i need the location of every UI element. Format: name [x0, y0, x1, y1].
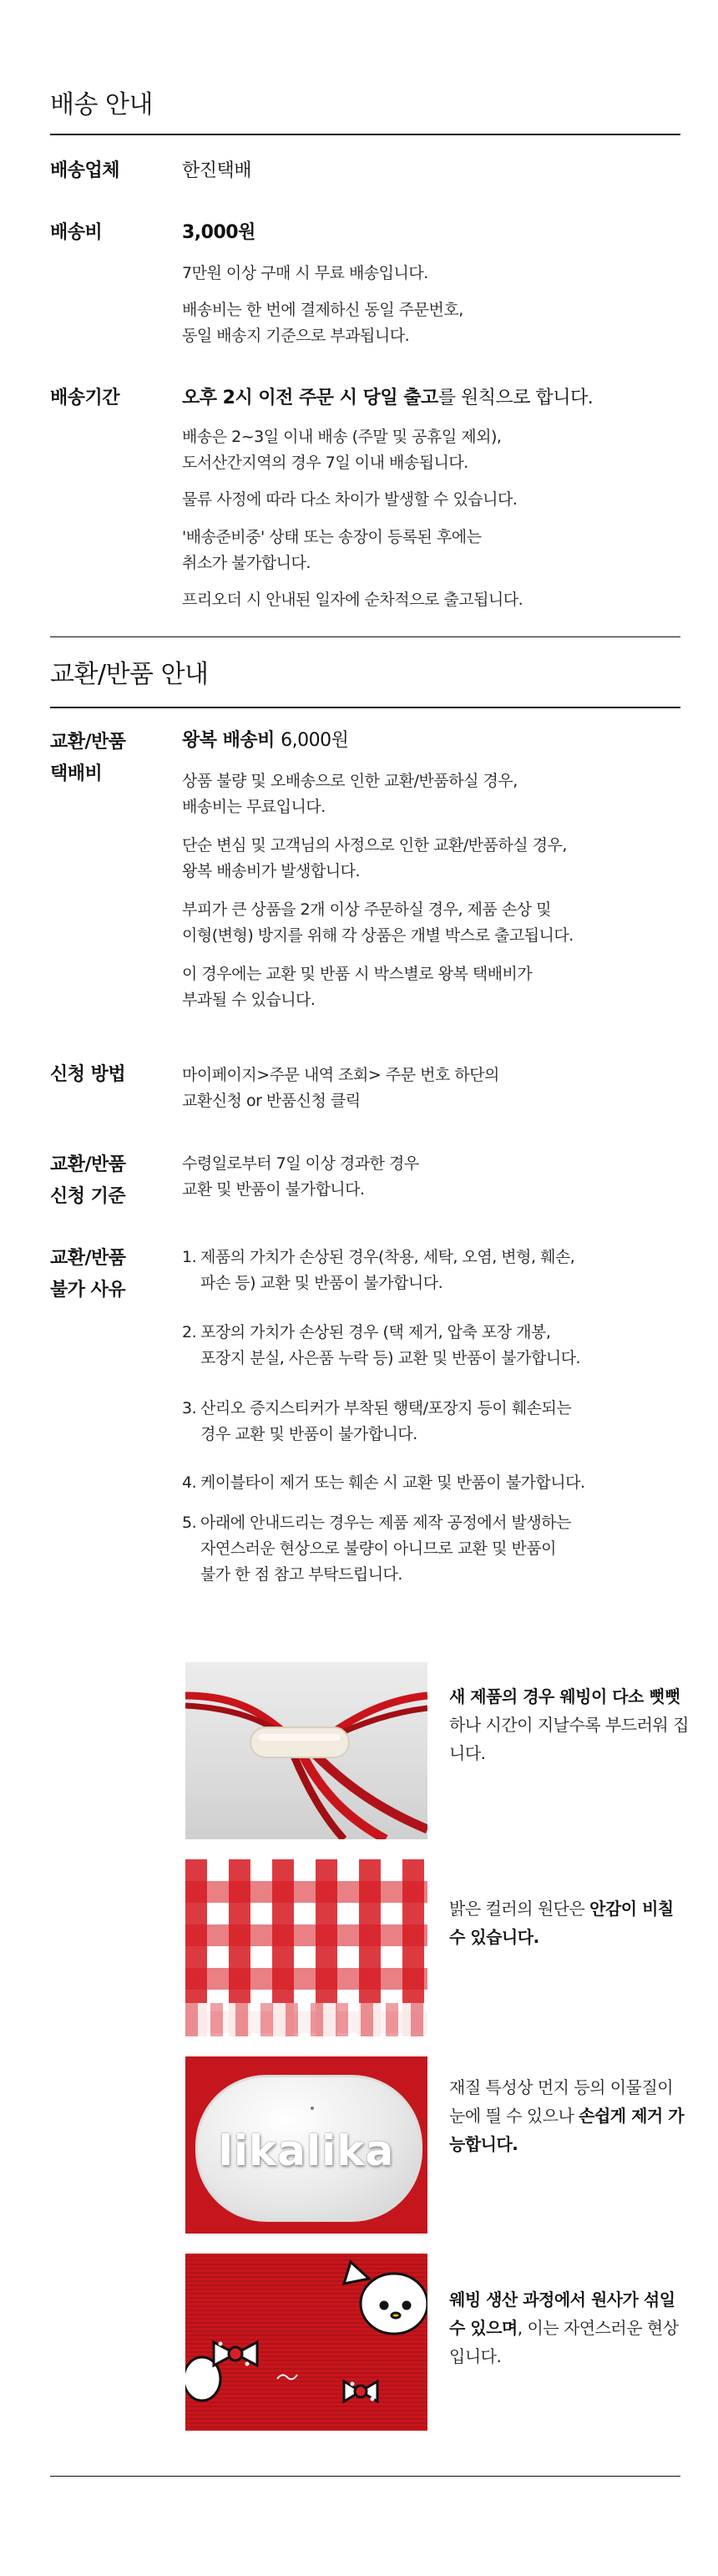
case-caption: 웨빙 생산 과정에서 원사가 섞일 수 있으며, 이는 자연스러운 현상입니다. — [449, 2289, 679, 2366]
divider — [50, 707, 680, 708]
shipping-fee-note: 7만원 이상 구매 시 무료 배송입니다. — [182, 264, 428, 282]
shipping-section-title: 배송 안내 — [50, 90, 153, 119]
criteria-note: 수령일로부터 7일 이상 경과한 경우 교환 및 반품이 불가합니다. — [182, 1154, 419, 1199]
case-caption: 새 제품의 경우 웨빙이 다소 뻣뻣하나 시간이 지날수록 부드러워 집니다. — [449, 1686, 689, 1763]
reason-item: 1. 제품의 가치가 손상된 경우(착용, 세탁, 오염, 변형, 훼손, 파손 등) 교환 및 반품이 불가합니다. — [182, 1248, 575, 1292]
webbing-cord-photo — [185, 1662, 427, 1839]
reason-item: 4. 케이블타이 제거 또는 훼손 시 교환 및 반품이 불가합니다. — [182, 1473, 585, 1492]
webbing-cord-illustration — [185, 1662, 427, 1839]
carrier-label: 배송업체 — [50, 160, 120, 181]
apply-method-label: 신청 방법 — [50, 1064, 126, 1085]
shipping-period-note: 물류 사정에 따라 다소 차이가 발생할 수 있습니다. — [182, 490, 518, 509]
reason-item: 3. 산리오 증지스티커가 부착된 행택/포장지 등이 훼손되는 경우 교환 및 반품이 불가합니다. — [182, 1399, 572, 1443]
shipping-fee-value: 3,000원 — [182, 222, 255, 243]
printed-webbing-photo — [185, 2254, 427, 2431]
logo-patch-text: likalika — [218, 2127, 395, 2175]
divider — [50, 636, 680, 637]
carrier-value: 한진택배 — [182, 160, 252, 181]
case-caption: 밝은 컬러의 원단은 안감이 비칠 수 있습니다. — [449, 1899, 674, 1947]
criteria-label: 교환/반품 신청 기준 — [50, 1154, 126, 1207]
printed-webbing-illustration — [185, 2254, 427, 2431]
divider — [50, 134, 680, 135]
shipping-period-note: 배송은 2~3일 이내 배송 (주말 및 공휴일 제외), 도서산간지역의 경우 7일 이내 배송됩니다. — [182, 428, 502, 472]
shipping-period-head — [182, 384, 593, 413]
dust-speck — [311, 2107, 314, 2110]
period-head-rest: 를 원칙으로 합니다. — [437, 388, 594, 408]
exchange-fee-note: 이 경우에는 교환 및 반품 시 박스별로 왕복 택배비가 부과될 수 있습니다. — [182, 965, 533, 1009]
exchange-fee-head — [182, 727, 348, 755]
exchange-section-title: 교환/반품 안내 — [50, 660, 209, 689]
case-caption: 재질 특성상 먼지 등의 이물질이 눈에 띌 수 있으나 손쉽게 제거 가능합니다. — [449, 2077, 685, 2154]
shipping-fee-label: 배송비 — [50, 222, 103, 243]
shipping-fee-note: 배송비는 한 번에 결제하신 동일 주문번호, 동일 배송지 기준으로 부과됩니다. — [182, 301, 463, 345]
reason-item: 2. 포장의 가치가 손상된 경우 (택 제거, 압축 포장 개봉, 포장지 분실, 사은품 누락 등) 교환 및 반품이 불가합니다. — [182, 1323, 581, 1367]
period-head-bold: 오후 2시 이전 주문 시 당일 출고 — [182, 388, 438, 408]
fabric-lining — [185, 2003, 427, 2036]
exchange-fee-note: 상품 불량 및 오배송으로 인한 교환/반품하실 경우, 배송비는 무료입니다. — [182, 772, 518, 816]
shipping-period-label: 배송기간 — [50, 388, 120, 408]
exchange-fee-note: 단순 변심 및 고객님의 사정으로 인한 교환/반품하실 경우, 왕복 배송비가 발생합니다. — [182, 836, 567, 880]
shipping-period-note: '배송준비중' 상태 또는 송장이 등록된 후에는 취소가 불가합니다. — [182, 528, 482, 572]
reasons-label: 교환/반품 불가 사유 — [50, 1248, 126, 1301]
reason-item: 5. 아래에 안내드리는 경우는 제품 제작 공정에서 발생하는 자연스러운 현상으로 불량이 아니므로 교환 및 반품이 불가 한 점 참고 부탁드립니다. — [182, 1514, 571, 1584]
gingham-fabric-photo — [185, 1859, 427, 2036]
exchange-fee-note: 부피가 큰 상품을 2개 이상 주문하실 경우, 제품 손상 및 이형(변형) 방지를 위해 각 상품은 개별 박스로 출고됩니다. — [182, 900, 574, 945]
logo-patch-photo — [185, 2056, 427, 2234]
apply-method-note: 마이페이지>주문 내역 조회> 주문 번호 하단의 교환신청 or 반품신청 클릭 — [182, 1066, 499, 1110]
divider — [50, 2476, 680, 2477]
exchange-fee-label: 교환/반품 택배비 — [50, 732, 126, 784]
exchange-fee-head-bold: 왕복 배송비 — [182, 730, 281, 751]
shipping-period-note: 프리오더 시 안내된 일자에 순차적으로 출고됩니다. — [182, 591, 523, 609]
exchange-fee-amount: 6,000원 — [281, 730, 349, 751]
